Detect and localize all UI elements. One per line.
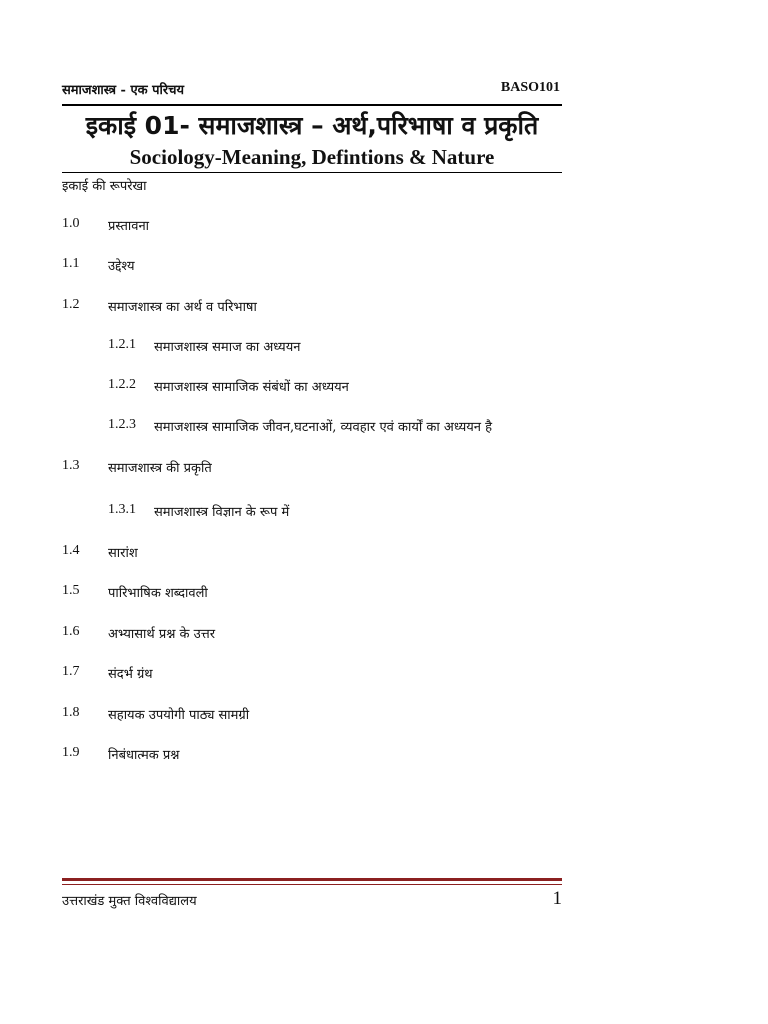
toc-text: सारांश	[108, 546, 138, 561]
toc-number: 1.1	[62, 256, 80, 271]
toc-text: पारिभाषिक शब्दावली	[108, 586, 208, 601]
toc-number: 1.2	[62, 297, 80, 312]
toc-text: समाजशास्त्र सामाजिक जीवन,घटनाओं, व्यवहार एवं कार्यों का अध्ययन है	[154, 420, 493, 435]
toc-text: सहायक उपयोगी पाठ्य सामग्री	[108, 708, 250, 723]
footer-rule-thin	[62, 884, 562, 885]
page-number: 1	[552, 888, 562, 909]
toc-text: प्रस्तावना	[108, 219, 150, 234]
toc-number: 1.3.1	[108, 502, 136, 517]
toc-text: समाजशास्त्र का अर्थ व परिभाषा	[108, 300, 257, 315]
toc-number: 1.9	[62, 745, 80, 760]
toc-number: 1.8	[62, 705, 80, 720]
toc-text: संदर्भ ग्रंथ	[108, 667, 153, 682]
toc-number: 1.5	[62, 583, 80, 598]
university-name: उत्तराखंड मुक्त विश्वविद्यालय	[62, 894, 197, 909]
title-rule	[62, 172, 562, 173]
toc-number: 1.7	[62, 664, 80, 679]
running-header	[62, 78, 562, 104]
toc-text: उद्देश्य	[108, 259, 135, 274]
toc-number: 1.3	[62, 458, 80, 473]
toc-text: निबंधात्मक प्रश्न	[108, 748, 180, 763]
outline-heading: इकाई की रूपरेखा	[62, 179, 147, 194]
course-title: समाजशास्त्र - एक परिचय	[62, 83, 185, 98]
toc-number: 1.2.1	[108, 337, 136, 352]
course-code: BASO101	[500, 80, 560, 95]
unit-title-english: Sociology-Meaning, Defintions & Nature	[129, 145, 495, 169]
toc-number: 1.0	[62, 216, 80, 231]
toc-number: 1.6	[62, 624, 80, 639]
header-rule	[62, 104, 562, 106]
toc-text: समाजशास्त्र समाज का अध्ययन	[154, 340, 301, 355]
footer-rule	[62, 878, 562, 881]
toc-number: 1.2.2	[108, 377, 136, 392]
toc-number: 1.4	[62, 543, 80, 558]
toc-text: समाजशास्त्र की प्रकृति	[108, 461, 212, 476]
toc-text: समाजशास्त्र सामाजिक संबंधों का अध्ययन	[154, 380, 349, 395]
toc-text: अभ्यासार्थ प्रश्न के उत्तर	[108, 627, 216, 642]
unit-title-hindi: इकाई 01- समाजशास्त्र – अर्थ,परिभाषा व प्रकृति	[85, 111, 539, 140]
toc-text: समाजशास्त्र विज्ञान के रूप में	[154, 505, 290, 520]
toc-number: 1.2.3	[108, 417, 136, 432]
